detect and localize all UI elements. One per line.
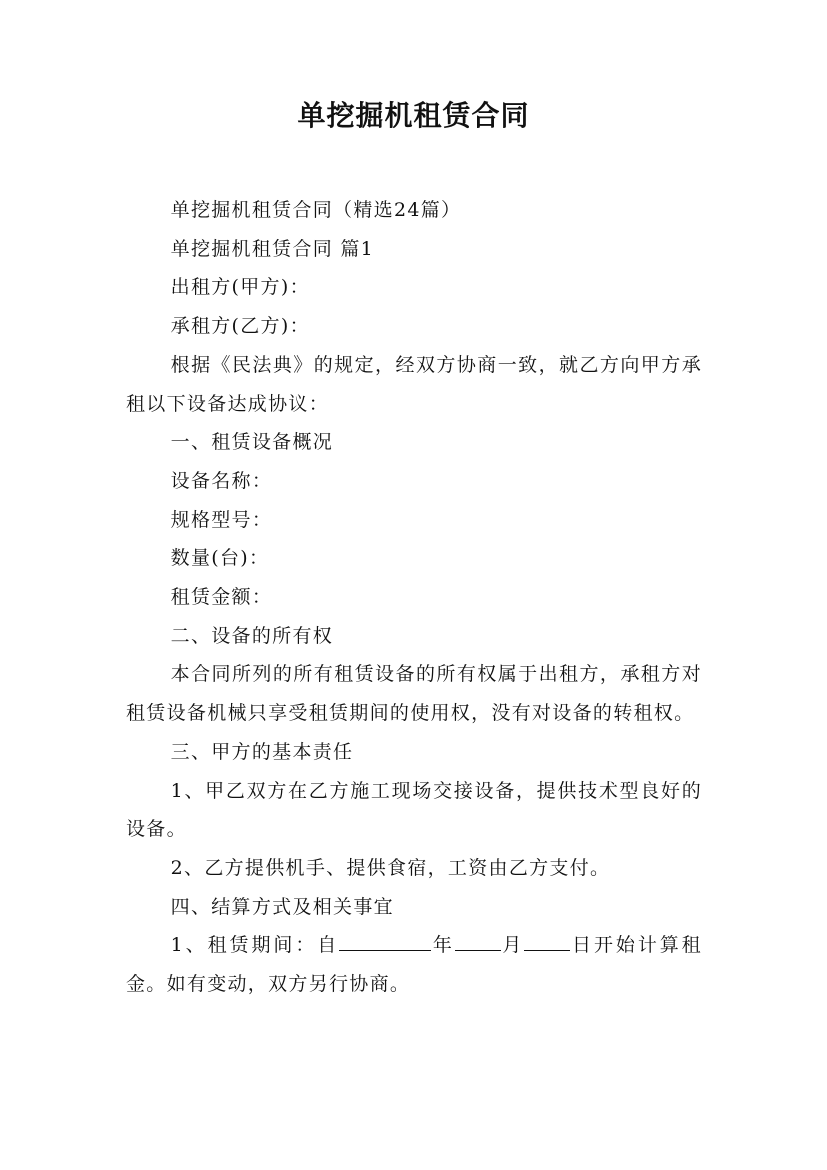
paragraph-ownership: 本合同所列的所有租赁设备的所有权属于出租方，承租方对租赁设备机械只享受租赁期间的使用权，没有对设备的转租权。 bbox=[126, 663, 702, 725]
lease-period-label: 1、租赁期间：自 bbox=[170, 934, 340, 957]
paragraph-equipment-name: 设备名称： bbox=[170, 469, 273, 492]
document-body bbox=[126, 191, 702, 1004]
year-blank[interactable] bbox=[339, 930, 431, 951]
paragraph-subtitle: 单挖掘机租赁合同（精选24篇） bbox=[170, 199, 462, 221]
paragraph-intro: 根据《民法典》的规定，经双方协商一致，就乙方向甲方承租以下设备达成协议： bbox=[126, 353, 702, 415]
paragraph-clause-3-2: 2、乙方提供机手、提供食宿，工资由乙方支付。 bbox=[170, 856, 611, 879]
document-title: 单挖掘机租赁合同 bbox=[297, 99, 530, 132]
month-label: 月 bbox=[500, 934, 525, 957]
year-label: 年 bbox=[431, 934, 455, 957]
paragraph-model: 规格型号： bbox=[170, 508, 273, 531]
day-blank[interactable] bbox=[524, 930, 570, 951]
month-blank[interactable] bbox=[455, 930, 501, 951]
paragraph-lessee: 承租方(乙方)： bbox=[170, 315, 310, 338]
lease-period-tail: 日开始计算租金。如有变动，双方另行协商。 bbox=[126, 934, 702, 996]
paragraph-heading-4: 四、结算方式及相关事宜 bbox=[170, 895, 394, 918]
paragraph-heading-3: 三、甲方的基本责任 bbox=[170, 740, 354, 763]
paragraph-lessor: 出租方(甲方)： bbox=[170, 276, 310, 299]
paragraph-section-heading: 单挖掘机租赁合同 篇1 bbox=[170, 237, 375, 260]
paragraph-heading-2: 二、设备的所有权 bbox=[170, 624, 334, 647]
paragraph-clause-3-1: 1、甲乙双方在乙方施工现场交接设备，提供技术型良好的设备。 bbox=[126, 779, 702, 841]
paragraph-quantity: 数量(台)： bbox=[170, 547, 270, 570]
paragraph-rent-amount: 租赁金额： bbox=[170, 586, 273, 609]
paragraph-clause-4-1 bbox=[126, 926, 702, 1003]
paragraph-heading-1: 一、租赁设备概况 bbox=[170, 431, 334, 454]
